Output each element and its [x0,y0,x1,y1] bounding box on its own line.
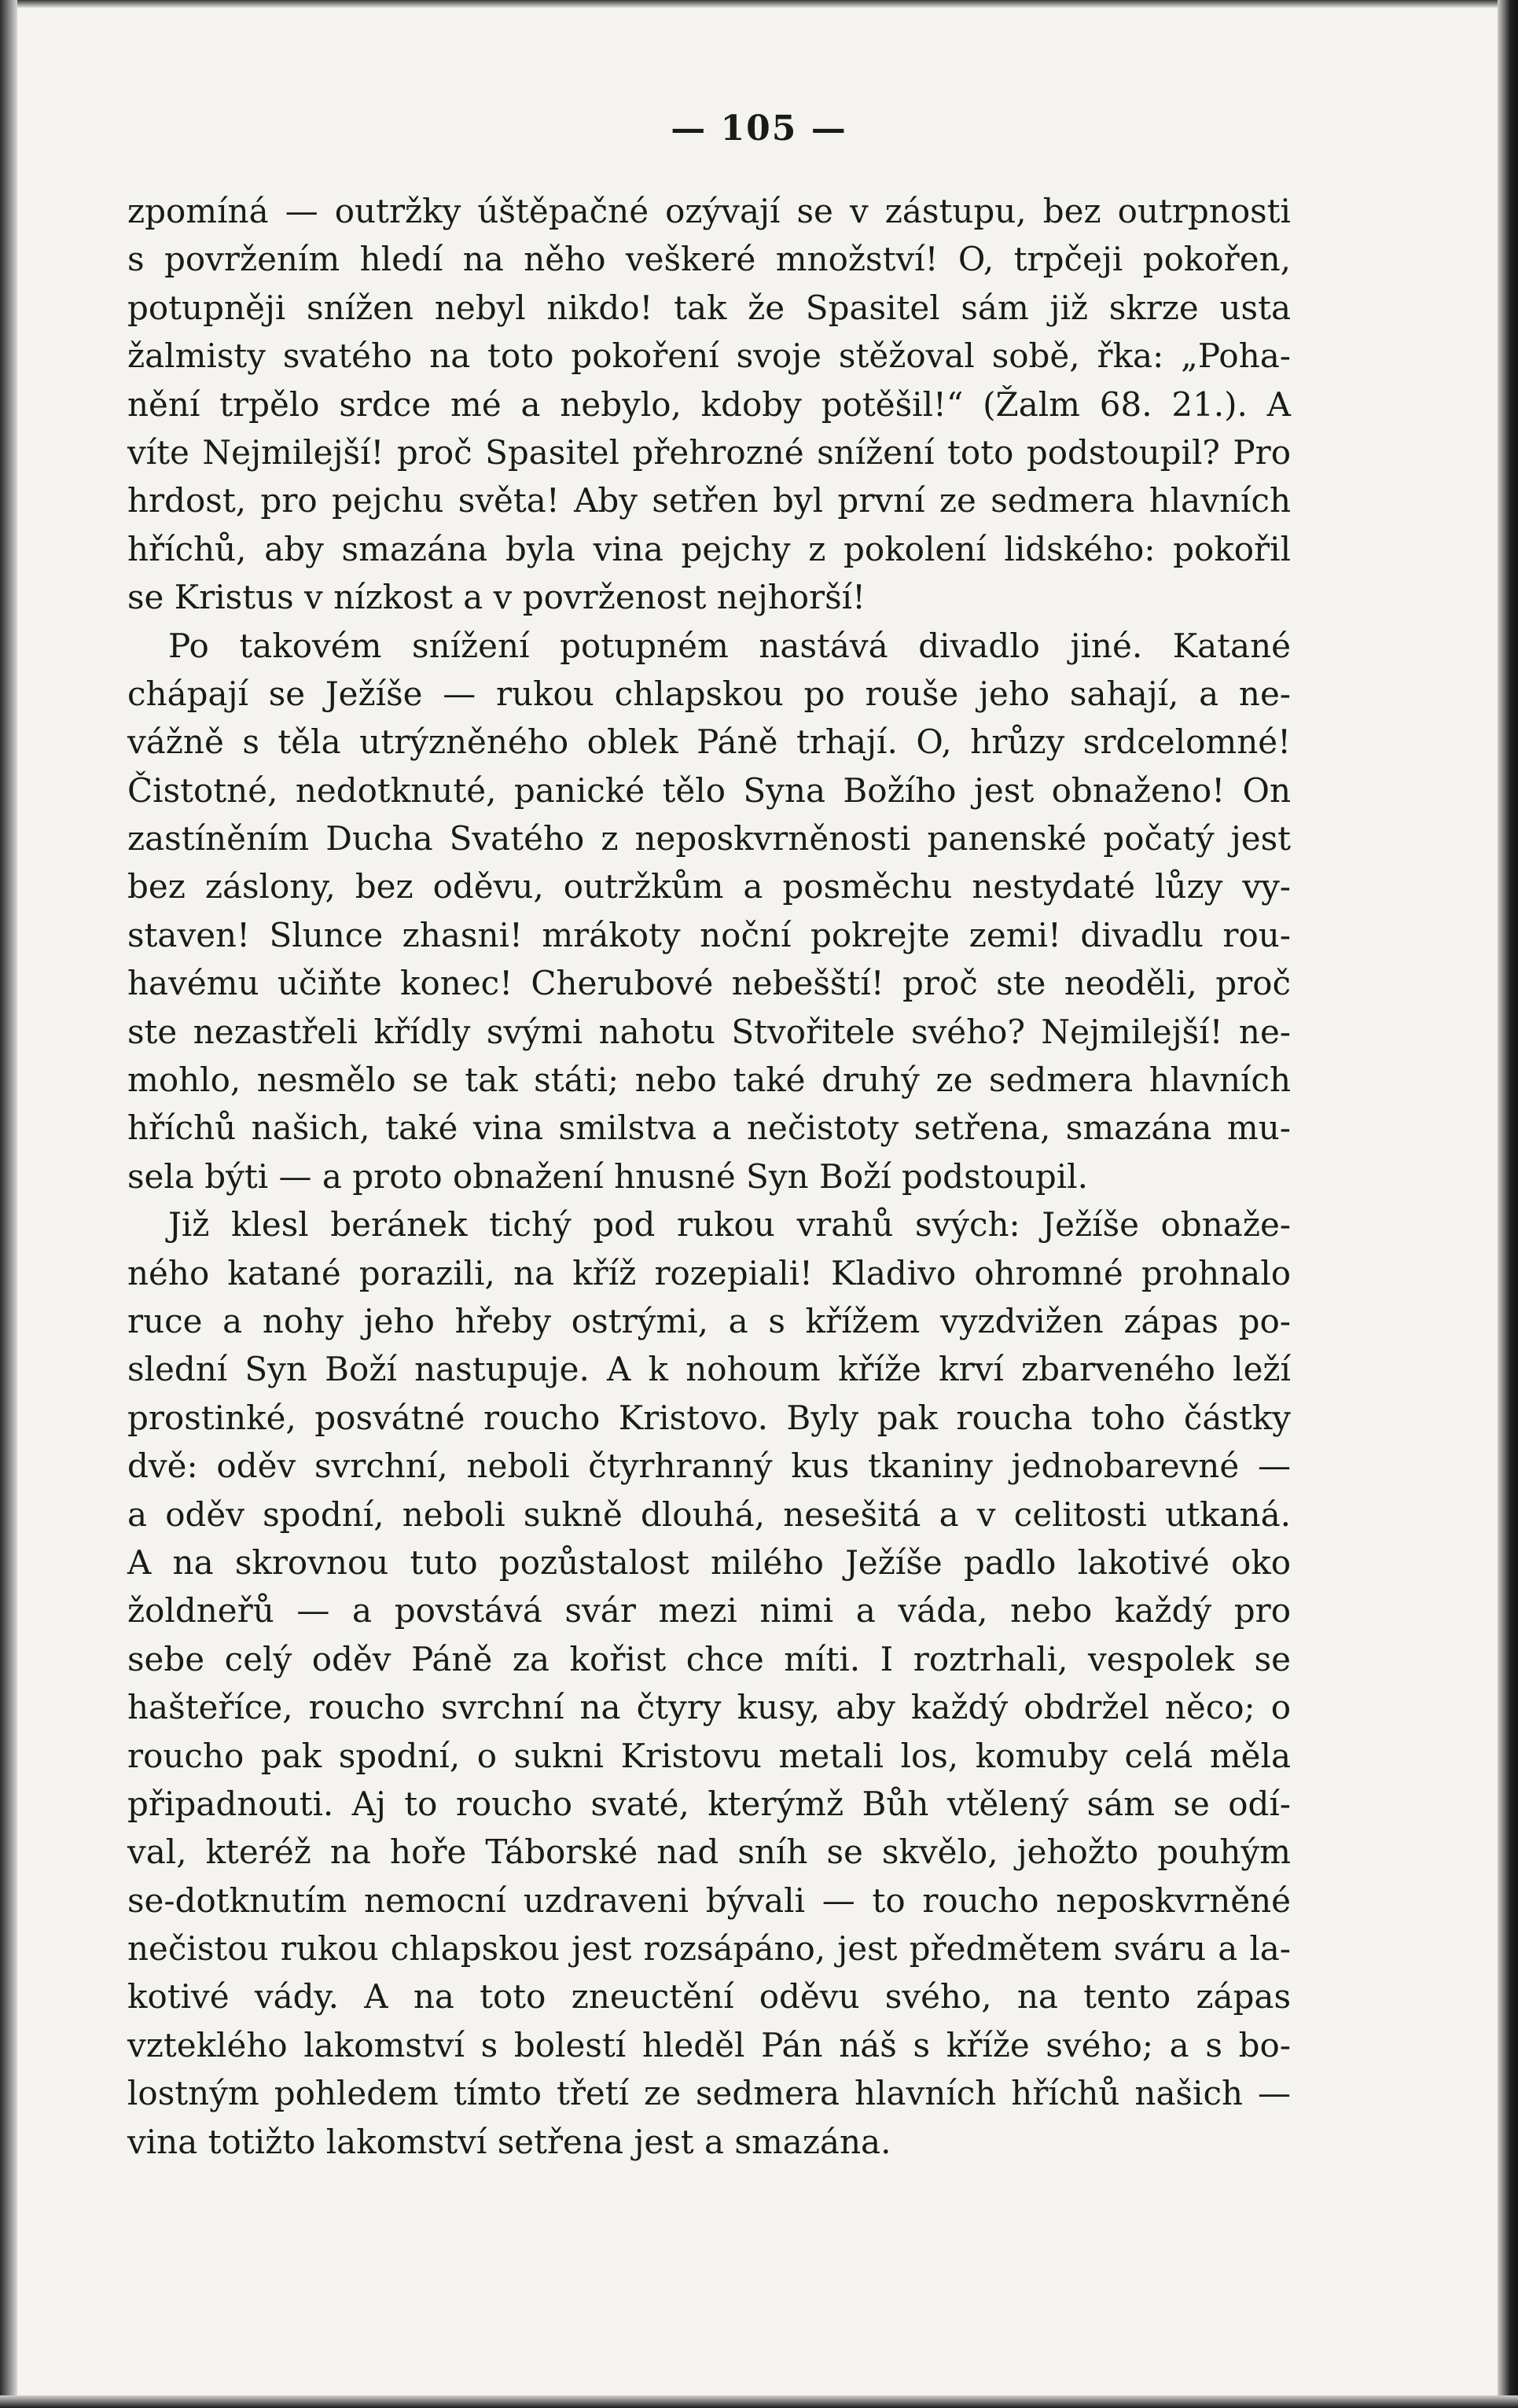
text-line: zastíněním Ducha Svatého z neposkvrněnosti panenské počatý jest [127,819,1291,858]
text-line: A na skrovnou tuto pozůstalost milého Ježíše padlo lakotivé oko [127,1542,1291,1582]
text-line: víte Nejmilejší! proč Spasitel přehrozné snížení toto podstoupil? Pro [127,432,1291,472]
text-line: žalmisty svatého na toto pokoření svoje stěžoval sobě, řka: „Poha- [127,336,1291,376]
text-line: hříchů našich, také vina smilstva a nečistoty setřena, smazána mu- [127,1108,1291,1148]
text-line: Čistotné, nedotknuté, panické tělo Syna Božího jest obnaženo! On [127,770,1291,810]
text-line: lostným pohledem tímto třetí ze sedmera hlavních hříchů našich — [127,2074,1291,2113]
text-line: ného katané porazili, na kříž rozepiali! Kladivo ohromné prohnalo [127,1253,1291,1292]
text-line: staven! Slunce zhasni! mrákoty noční pokrejte zemi! divadlu rou- [127,915,1291,954]
text-line: roucho pak spodní, o sukni Kristovu metali los, komuby celá měla [127,1736,1291,1775]
text-line: dvě: oděv svrchní, neboli čtyrhranný kus tkaniny jednobarevné — [127,1447,1291,1486]
text-line: Po takovém snížení potupném nastává divadlo jiné. Katané [168,626,1291,665]
text-line: mohlo, nesmělo se tak státi; nebo také druhý ze sedmera hlavních [127,1061,1291,1100]
text-line: havému učiňte konec! Cherubové nebešští! proč ste neoděli, proč [127,964,1291,1003]
text-line: s povržením hledí na něho veškeré množství! O, trpčeji pokořen, [127,240,1291,279]
text-line: hašteříce, roucho svrchní na čtyry kusy, aby každý obdržel něco; o [127,1688,1291,1727]
text-line: slední Syn Boží nastupuje. A k nohoum kříže krví zbarveného leží [127,1350,1291,1389]
text-line: sela býti — a proto obnažení hnusné Syn Boží podstoupil. [127,1156,1088,1196]
page-number: — 105 — [671,108,847,149]
text-line: potupněji snížen nebyl nikdo! tak že Spasitel sám již skrze usta [127,288,1291,327]
text-line: sebe celý oděv Páně za kořist chce míti. I roztrhali, vespolek se [127,1639,1291,1678]
page-top-edge [0,0,1518,8]
text-line: a oděv spodní, neboli sukně dlouhá, nesešitá a v celitosti utkaná. [127,1494,1291,1534]
text-line: zpomíná — outržky úštěpačné ozývají se v zástupu, bez outrpnosti [127,192,1291,230]
text-line: prostinké, posvátné roucho Kristovo. Byly pak roucha toho částky [127,1398,1291,1437]
text-line: vzteklého lakomství s bolestí hleděl Pán náš s kříže svého; a s bo- [127,2025,1291,2064]
text-line: hříchů, aby smazána byla vina pejchy z pokolení lidského: pokořil [127,529,1291,568]
text-line: nečistou rukou chlapskou jest rozsápáno, jest předmětem sváru a la- [127,1929,1291,1969]
text-line: chápají se Ježíše — rukou chlapskou po rouše jeho sahají, a ne- [127,674,1291,713]
text-line: žoldneřů — a povstává svár mezi nimi a váda, nebo každý pro [127,1591,1291,1630]
page-right-edge [1498,0,1518,2408]
text-line: vina totižto lakomství setřena jest a smazána. [127,2122,891,2161]
text-line: kotivé vády. A na toto zneuctění oděvu svého, na tento zápas [127,1977,1291,2016]
text-line: se Kristus v nízkost a v povrženost nejhorší! [127,578,866,617]
text-line: val, kteréž na hoře Táborské nad sníh se skvělo, jehožto pouhým [127,1833,1291,1872]
text-line: hrdost, pro pejchu světa! Aby setřen byl první ze sedmera hlavních [127,481,1291,520]
text-line: ruce a nohy jeho hřeby ostrými, a s křížem vyzdvižen zápas po- [127,1301,1291,1340]
text-line: bez záslony, bez oděvu, outržkům a posměchu nestydaté lůzy vy- [127,867,1291,906]
text-line: nění trpělo srdce mé a nebylo, kdoby potěšil!“ (Žalm 68. 21.). A [127,384,1291,424]
body-text [127,187,1291,2166]
text-line: vážně s těla utrýzněného oblek Páně trhají. O, hrůzy srdcelomné! [127,722,1291,762]
page-binding-edge [0,0,17,2408]
text-line: ste nezastřeli křídly svými nahotu Stvořitele svého? Nejmilejší! ne- [127,1012,1291,1051]
page-bottom-edge [0,2395,1518,2408]
text-line: se-dotknutím nemocní uzdraveni bývali — to roucho neposkvrněné [127,1880,1291,1920]
text-line: připadnouti. Aj to roucho svaté, kterýmž Bůh vtělený sám se odí- [127,1784,1291,1823]
text-line: Již klesl beránek tichý pod rukou vrahů svých: Ježíše obnaže- [168,1205,1291,1244]
